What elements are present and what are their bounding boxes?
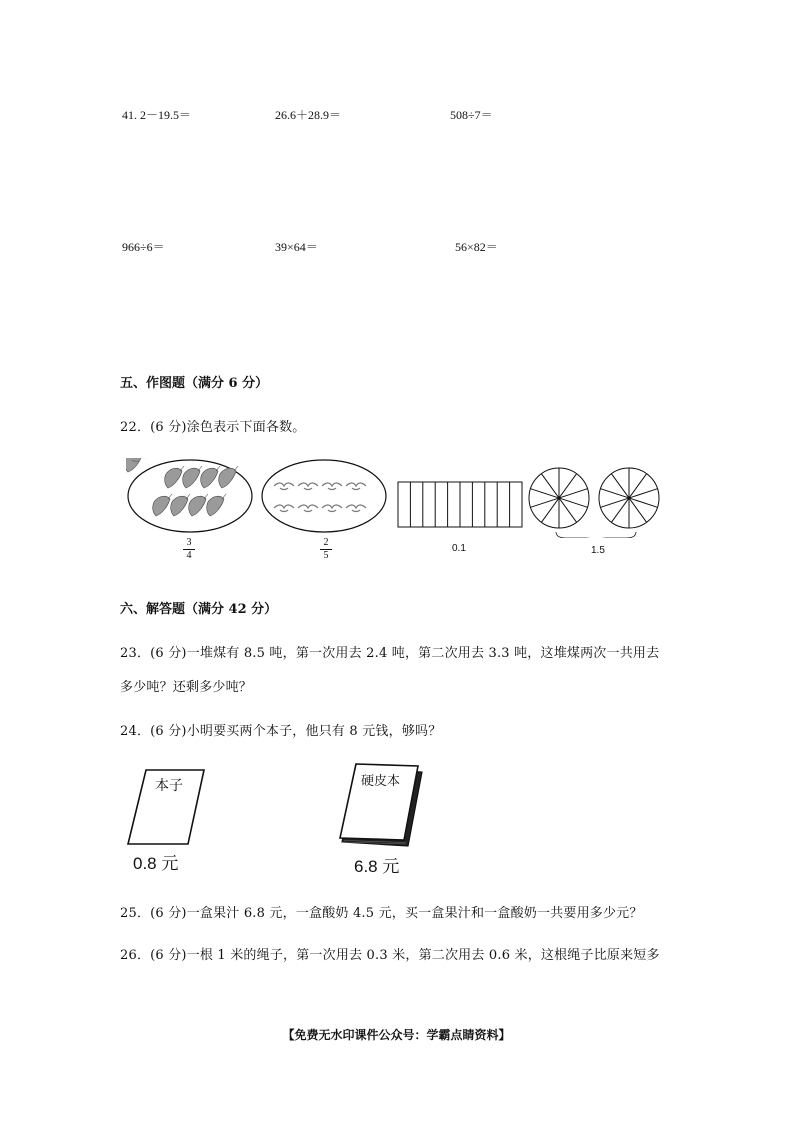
birds-group <box>126 458 386 532</box>
circle-1 <box>529 468 589 528</box>
peppers-denominator: 4 <box>186 550 192 561</box>
question-22: 22．(6 分)涂色表示下面各数。 <box>120 420 306 435</box>
calc-5: 39×64＝ <box>275 240 318 254</box>
peppers-numerator: 3 <box>186 537 192 548</box>
calc-2: 26.6＋28.9＝ <box>275 108 342 122</box>
question-23-line-2: 多少吨？还剩多少吨？ <box>120 680 253 695</box>
birds-numerator: 2 <box>323 537 329 548</box>
birds-fraction <box>318 538 334 561</box>
circles-label: 1.5 <box>591 545 605 556</box>
birds-denominator: 5 <box>323 550 329 561</box>
section-5-heading: 五、作图题（满分 6 分） <box>120 376 269 391</box>
circles-brace <box>556 532 636 538</box>
calc-1: 41. 2－19.5＝ <box>122 108 192 122</box>
circle-2 <box>599 468 659 528</box>
peppers-group <box>126 458 252 532</box>
question-26: 26．(6 分)一根 1 米的绳子，第一次用去 0.3 米，第二次用去 0.6 米，这根绳子比原来短多 <box>120 948 660 963</box>
notebook-label: 本子 <box>155 778 183 794</box>
section-6-heading: 六、解答题（满分 42 分） <box>120 602 278 617</box>
calc-6: 56×82＝ <box>455 240 498 254</box>
strip-label: 0.1 <box>452 543 466 554</box>
question-23-line-1: 23．(6 分)一堆煤有 8.5 吨，第一次用去 2.4 吨，第二次用去 3.3 吨，这堆煤两次一共用去 <box>120 646 660 661</box>
notebook-price: 0.8 元 <box>133 854 179 873</box>
peppers-fraction <box>181 538 197 561</box>
hardcover-label: 硬皮本 <box>361 774 401 789</box>
calc-4: 966÷6＝ <box>122 240 165 254</box>
question-24: 24．(6 分)小明要买两个本子，他只有 8 元钱，够吗？ <box>120 724 442 739</box>
hardcover-price: 6.8 元 <box>354 857 400 876</box>
question-25: 25．(6 分)一盒果汁 6.8 元，一盒酸奶 4.5 元，买一盒果汁和一盒酸奶一共要用多少元？ <box>120 906 643 921</box>
footer-text: 【免费无水印课件公众号：学霸点睛资料】 <box>282 1028 511 1042</box>
q22-figures <box>126 458 671 538</box>
calc-3: 508÷7＝ <box>450 108 493 122</box>
ten-part-strip <box>398 482 522 527</box>
